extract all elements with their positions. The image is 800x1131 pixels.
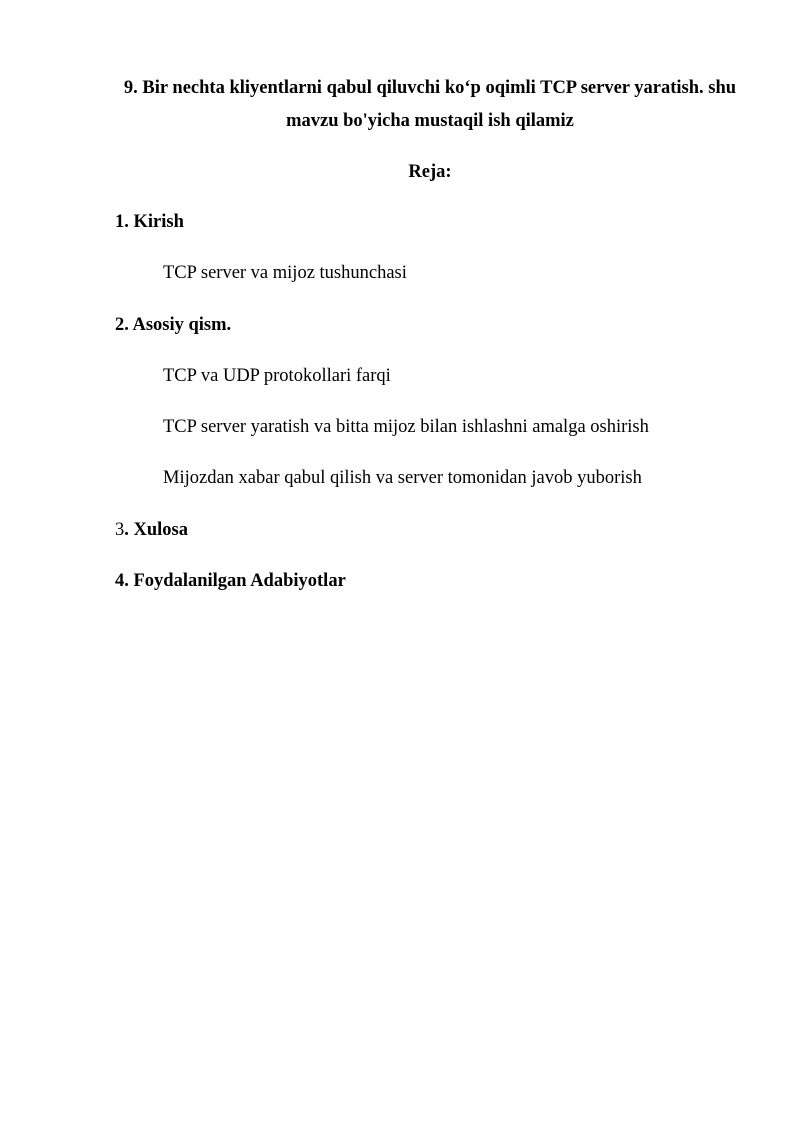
document-title-line-1: 9. Bir nechta kliyentlarni qabul qiluvchi ko‘p oqimli TCP server yaratish. shu (123, 78, 737, 98)
section-3-label: . Xulosa (124, 520, 188, 540)
section-1-label: Kirish (133, 212, 184, 232)
section-2-subitem-2: TCP server yaratish va bitta mijoz bilan ishlashni amalga oshirish (163, 417, 649, 437)
plan-heading: Reja: (408, 162, 452, 182)
section-1-heading (115, 211, 184, 233)
section-1-number: 1. (115, 212, 129, 232)
section-2-number: 2. (115, 315, 129, 335)
document-title-line-2: mavzu bo'yicha mustaqil ish qilamiz (286, 111, 574, 131)
section-3-heading (115, 519, 188, 541)
section-1-subitem-1: TCP server va mijoz tushunchasi (163, 263, 407, 283)
section-2-subitem-1: TCP va UDP protokollari farqi (163, 366, 391, 386)
section-2-label: Asosiy qism. (132, 315, 232, 335)
section-2-heading (115, 314, 231, 336)
section-4-heading (115, 570, 346, 592)
section-4-label: Foydalanilgan Adabiyotlar (133, 571, 346, 591)
section-3-number: 3 (115, 520, 125, 540)
section-2-subitem-3: Mijozdan xabar qabul qilish va server tomonidan javob yuborish (163, 468, 642, 488)
section-4-number: 4. (115, 571, 129, 591)
